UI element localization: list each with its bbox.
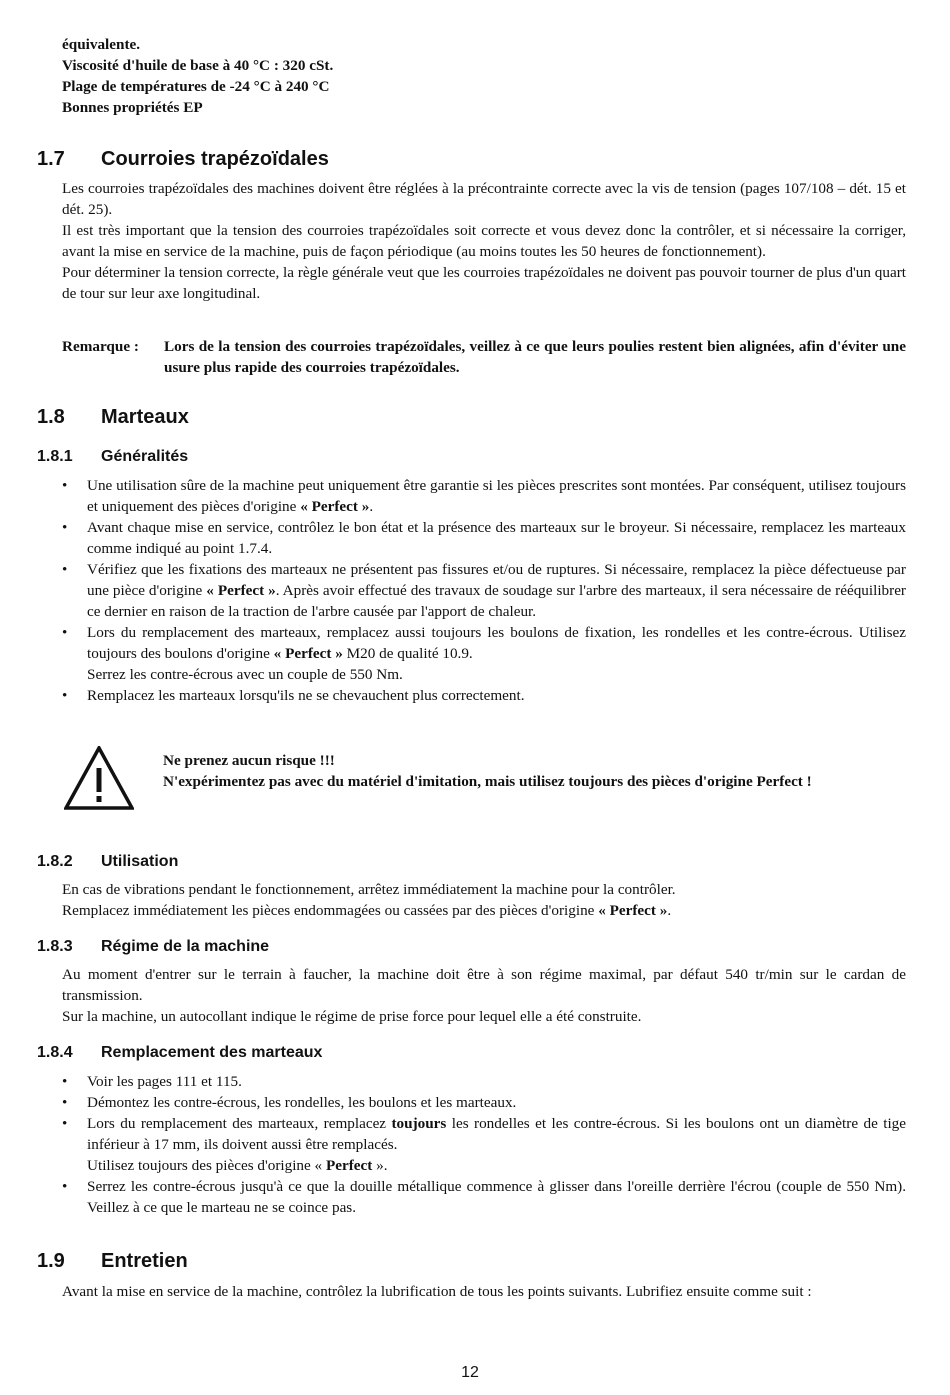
bullet-marker: •	[62, 561, 68, 578]
text-run: Vérifiez que les fixations des marteaux ne présentent pas fissures et/ou de ruptures. Si nécessaire, remplacez la pièce défectueuse par une pièce d'origine	[87, 561, 906, 599]
intro-block	[62, 34, 333, 118]
list-item	[62, 475, 906, 517]
list-item-text: Voir les pages 111 et 115.	[87, 1073, 242, 1090]
subsection-heading-1-8-3	[37, 938, 269, 956]
warning-line: Ne prenez aucun risque !!!	[163, 752, 335, 769]
paragraph: Au moment d'entrer sur le terrain à faucher, la machine doit être à son régime maximal, par défaut 540 tr/min sur le cardan de transmission.	[62, 966, 906, 1004]
list-item-extra-line: Serrez les contre-écrous avec un couple de 550 Nm.	[87, 666, 403, 683]
paragraph	[62, 900, 906, 921]
bold-run: « Perfect »	[273, 645, 343, 662]
list-item-text: Démontez les contre-écrous, les rondelles, les boulons et les marteaux.	[87, 1094, 517, 1111]
section-1-7-body	[62, 178, 906, 304]
text-run: Remplacez les marteaux lorsqu'ils ne se chevauchent plus correctement.	[87, 687, 525, 704]
subsection-number: 1.8.1	[37, 448, 73, 465]
list-item	[62, 517, 906, 559]
text-run: .	[369, 498, 374, 515]
text-run: .	[667, 902, 672, 919]
subsection-title: Généralités	[101, 448, 189, 465]
subsection-title: Régime de la machine	[101, 938, 270, 955]
bullet-marker: •	[62, 624, 68, 641]
remark-text: Lors de la tension des courroies trapézoïdales, veillez à ce que leurs poulies restent bien alignées, afin d'éviter une usure plus rapide des courroies trapézoïdales.	[164, 338, 906, 376]
remark-label: Remarque :	[62, 338, 139, 355]
bold-run: toujours	[391, 1115, 447, 1132]
subsection-number: 1.8.3	[37, 938, 73, 955]
warning-block	[62, 744, 906, 814]
text-run: Une utilisation sûre de la machine peut uniquement être garantie si les pièces prescrites sont montées. Par conséquent, utilisez toujours et uniquement des pièces d'origine	[87, 477, 906, 515]
text-run: Lors du remplacement des marteaux, remplacez aussi toujours les boulons de fixation, les rondelles et les contre-écrous. Utilisez toujours des boulons d'origine	[87, 624, 906, 662]
list-item	[62, 1071, 906, 1092]
text-run: Lors du remplacement des marteaux, remplacez	[87, 1115, 392, 1132]
bullet-marker: •	[62, 1115, 68, 1132]
section-1-9-body	[62, 1281, 906, 1302]
intro-line: équivalente.	[62, 36, 141, 53]
paragraph: Il est très important que la tension des courroies trapézoïdales soit correcte et vous devez donc la contrôler, et si nécessaire la corriger, avant la mise en service de la machine, puis de façon périodique (au moins toutes les 50 heures de fonctionnement).	[62, 222, 906, 260]
text-run: M20 de qualité 10.9.	[342, 645, 473, 662]
section-heading-1-7	[37, 148, 329, 171]
section-number: 1.7	[37, 148, 65, 170]
paragraph: Pour déterminer la tension correcte, la règle générale veut que les courroies trapézoïdales ne doivent pas pouvoir tourner de plus d'un quart de tour sur leur axe longitudinal.	[62, 264, 906, 302]
list-item-text: Serrez les contre-écrous jusqu'à ce que la douille métallique commence à glisser dans l'oreille derrière l'écrou (couple de 550 Nm). Veillez à ce que le marteau ne se coince pas.	[87, 1178, 906, 1216]
bullet-marker: •	[62, 1073, 68, 1090]
warning-text	[163, 750, 906, 792]
subsection-heading-1-8-4	[37, 1044, 322, 1062]
list-item	[62, 1176, 906, 1218]
list-item	[62, 559, 906, 622]
bold-run: « Perfect »	[206, 582, 276, 599]
section-number: 1.8	[37, 406, 65, 428]
list-item-extra-line	[87, 1155, 906, 1176]
text-run: ».	[372, 1157, 388, 1174]
section-title: Entretien	[101, 1250, 188, 1272]
section-title: Courroies trapézoïdales	[101, 148, 329, 170]
bullet-list-1-8-1	[62, 475, 906, 706]
intro-line: Viscosité d'huile de base à 40 °C : 320 cSt.	[62, 57, 334, 74]
section-heading-1-8	[37, 406, 189, 429]
bullet-list-1-8-4	[62, 1071, 906, 1218]
subsection-heading-1-8-2	[37, 853, 178, 871]
list-item	[62, 1092, 906, 1113]
paragraph: Avant la mise en service de la machine, contrôlez la lubrification de tous les points suivants. Lubrifiez ensuite comme suit :	[62, 1283, 812, 1300]
bullet-marker: •	[62, 1094, 68, 1111]
section-1-8-2-body	[62, 879, 906, 921]
list-item	[62, 1113, 906, 1176]
section-heading-1-9	[37, 1250, 188, 1273]
remark-note	[62, 336, 906, 378]
bold-run: « Perfect »	[598, 902, 668, 919]
paragraph: Les courroies trapézoïdales des machines doivent être réglées à la précontrainte correcte avec la vis de tension (pages 107/108 – dét. 15 et dét. 25).	[62, 180, 906, 218]
subsection-number: 1.8.2	[37, 853, 73, 870]
subsection-number: 1.8.4	[37, 1044, 73, 1061]
section-title: Marteaux	[101, 406, 189, 428]
text-run: Remplacez immédiatement les pièces endommagées ou cassées par des pièces d'origine	[62, 902, 599, 919]
text-run: les rondelles et les contre-écrous. Si les boulons ont un diamètre de tige inférieur à 17 mm, ils doivent aussi être remplacés.	[87, 1115, 906, 1153]
subsection-heading-1-8-1	[37, 448, 188, 466]
bullet-marker: •	[62, 519, 68, 536]
intro-line: Bonnes propriétés EP	[62, 99, 203, 116]
bullet-marker: •	[62, 687, 68, 704]
text-run: Utilisez toujours des pièces d'origine «	[87, 1157, 326, 1174]
subsection-title: Remplacement des marteaux	[101, 1044, 323, 1061]
bold-run: « Perfect »	[300, 498, 370, 515]
section-1-8-3-body	[62, 964, 906, 1027]
warning-triangle-icon	[64, 746, 134, 810]
page-number: 12	[461, 1364, 479, 1381]
bullet-marker: •	[62, 477, 68, 494]
text-run: Avant chaque mise en service, contrôlez le bon état et la présence des marteaux sur le broyeur. Si nécessaire, remplacez les marteaux comme indiqué au point 1.7.4.	[87, 519, 906, 557]
subsection-title: Utilisation	[101, 853, 179, 870]
section-number: 1.9	[37, 1250, 65, 1272]
paragraph: Sur la machine, un autocollant indique le régime de prise force pour lequel elle a été construite.	[62, 1008, 642, 1025]
list-item	[62, 622, 906, 685]
bold-run: Perfect	[325, 1157, 373, 1174]
paragraph: En cas de vibrations pendant le fonctionnement, arrêtez immédiatement la machine pour la contrôler.	[62, 881, 676, 898]
intro-line: Plage de températures de -24 °C à 240 °C	[62, 78, 330, 95]
list-item	[62, 685, 906, 706]
bullet-marker: •	[62, 1178, 68, 1195]
text-run: . Après avoir effectué des travaux de soudage sur l'arbre des marteaux, il sera nécessaire de rééquilibrer ce dernier en raison de la traction de l'arbre causée par l'apport de chaleur.	[87, 582, 906, 620]
warning-line: N'expérimentez pas avec du matériel d'imitation, mais utilisez toujours des pièces d'origine Perfect !	[163, 773, 812, 790]
